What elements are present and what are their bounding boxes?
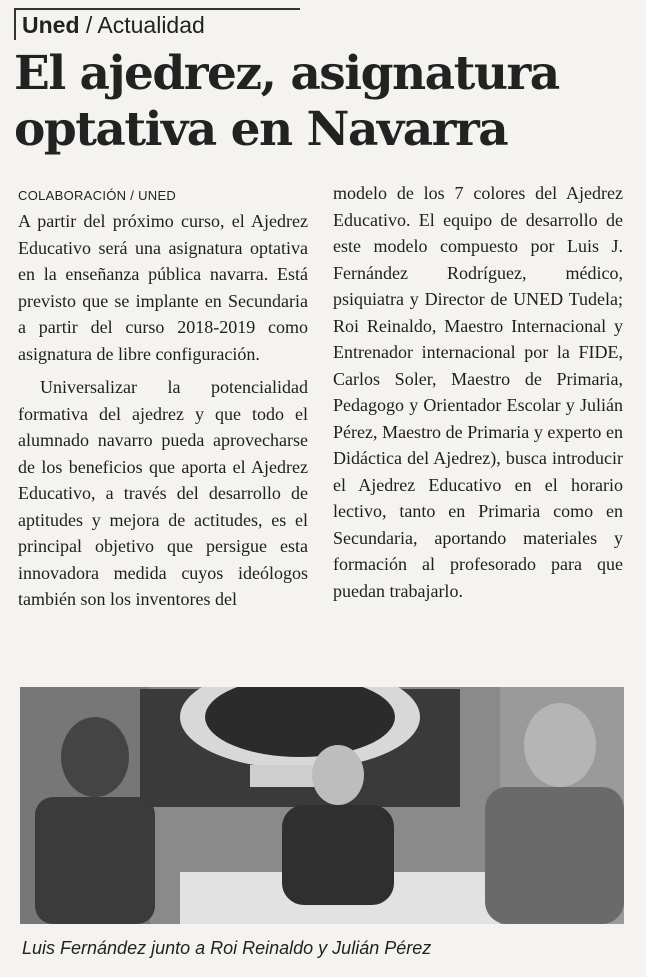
photo-illustration [20,687,624,924]
paragraph: Universalizar la potencialidad formativa del ajedrez y que todo el alumnado navarro pueda aprovecharse de los beneficios que aporta el Ajedrez Educativo, a través del desarrollo de aptitudes y mejora de actitudes, es el principal objetivo que persigue esta innovadora medida cuyos ideólogos también son los inventores del [18,377,308,609]
headline-line-2: optativa en Navarra [14,102,508,157]
section-name: Uned [22,12,80,38]
subsection-name: / Actualidad [85,12,205,38]
paragraph: modelo de los 7 colores del Ajedrez Educativo. El equipo de desarrollo de este modelo compuesto por Luis J. Fernández Rodríguez, médico, psiquiatra y Director de UNED Tudela; Roi Reinaldo, Maestro Internacional y Entrenador internacional por la FIDE, Carlos Soler, Maestro de Primaria, Pedagogo y Orientador Escolar y Julián Pérez, Maestro de Primaria y experto en Didáctica del Ajedrez), busca introducir el Ajedrez Educativo en el horario lectivo, tanto en Primaria como en Secundaria, aportando materiales y formación al profesorado para que puedan trabajarlo. [333,183,623,601]
article-photo [20,687,624,924]
byline: COLABORACIÓN / UNED [18,188,177,203]
article-column-1 [18,208,308,613]
header-rule [14,8,300,10]
section-label [22,12,205,39]
headline-line-1: El ajedrez, asignatura [14,46,559,101]
header-bar [14,8,16,40]
headline [14,46,634,158]
photo-caption: Luis Fernández junto a Roi Reinaldo y Julián Pérez [22,938,432,958]
article-column-2 [333,180,623,604]
paragraph: A partir del próximo curso, el Ajedrez Educativo será una asignatura optativa en la enseñanza pública navarra. Está previsto que se implante en Secundaria a partir del curso 2018-2019 como asignatura de libre configuración. [18,211,308,364]
